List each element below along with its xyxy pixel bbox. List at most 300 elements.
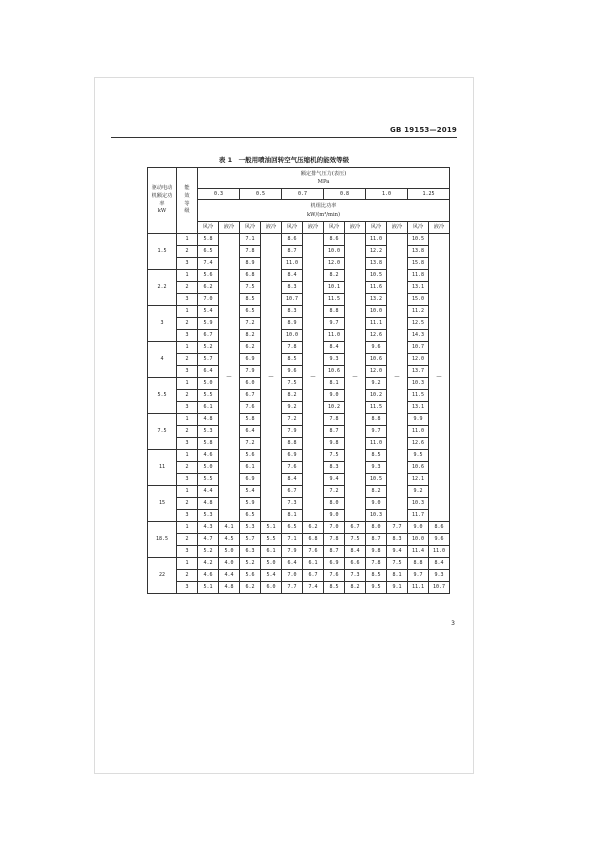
value-cell: 14.3: [408, 330, 429, 342]
value-cell: 8.1: [324, 378, 345, 390]
value-cell: 9.0: [324, 510, 345, 522]
value-cell: 7.5: [324, 450, 345, 462]
grade-cell: 1: [177, 270, 198, 282]
value-cell: 4.6: [198, 570, 219, 582]
table-row: [148, 546, 450, 558]
grade-cell: 2: [177, 426, 198, 438]
value-cell: 6.9: [324, 558, 345, 570]
value-cell: 10.6: [408, 462, 429, 474]
value-cell: 7.4: [303, 582, 324, 594]
value-cell: 10.7: [408, 342, 429, 354]
grade-cell: 3: [177, 510, 198, 522]
value-cell: 13.8: [408, 246, 429, 258]
value-cell: 8.3: [387, 534, 408, 546]
grade-cell: 1: [177, 450, 198, 462]
value-cell: 4.8: [219, 582, 240, 594]
value-cell: 12.0: [366, 366, 387, 378]
value-cell: 7.0: [282, 570, 303, 582]
value-cell: 5.8: [240, 414, 261, 426]
grade-cell: 2: [177, 354, 198, 366]
value-cell: 4.7: [198, 534, 219, 546]
grade-cell: 2: [177, 390, 198, 402]
value-cell: 5.3: [240, 522, 261, 534]
power-cell: 4: [148, 342, 177, 378]
value-cell: 9.4: [324, 474, 345, 486]
value-cell: 15.0: [408, 294, 429, 306]
value-cell: 9.5: [366, 582, 387, 594]
power-cell: 5.5: [148, 378, 177, 414]
value-cell: 8.5: [240, 294, 261, 306]
value-cell: 5.1: [198, 582, 219, 594]
value-cell: 13.1: [408, 282, 429, 294]
value-cell: 8.8: [324, 306, 345, 318]
value-cell: 10.0: [408, 534, 429, 546]
value-cell: 6.2: [240, 582, 261, 594]
value-cell: 8.9: [282, 318, 303, 330]
value-cell: 8.5: [282, 354, 303, 366]
value-cell: 7.7: [387, 522, 408, 534]
value-cell: 7.5: [387, 558, 408, 570]
pressure-value: 1.25: [408, 189, 450, 200]
grade-cell: 3: [177, 258, 198, 270]
value-cell: 9.8: [366, 546, 387, 558]
value-cell: 6.1: [198, 402, 219, 414]
value-cell: 5.8: [198, 438, 219, 450]
value-cell: 7.8: [366, 558, 387, 570]
value-cell: 7.8: [282, 342, 303, 354]
value-cell: 7.4: [198, 258, 219, 270]
power-cell: 22: [148, 558, 177, 594]
value-cell: 6.0: [261, 582, 282, 594]
pressure-unit: MPa: [317, 179, 330, 185]
value-cell: 5.0: [219, 546, 240, 558]
value-cell: 10.5: [366, 270, 387, 282]
value-cell: 8.6: [429, 522, 450, 534]
value-cell: 4.0: [219, 558, 240, 570]
value-cell: 5.6: [240, 450, 261, 462]
grade-cell: 3: [177, 402, 198, 414]
value-cell: 10.2: [366, 390, 387, 402]
value-cell: 4.2: [198, 558, 219, 570]
value-cell: 8.5: [366, 450, 387, 462]
value-cell: 9.6: [429, 534, 450, 546]
value-cell: 5.2: [240, 558, 261, 570]
value-cell: 15.8: [408, 258, 429, 270]
water-cooled-dash-cell: —: [387, 234, 408, 522]
value-cell: 9.3: [366, 462, 387, 474]
value-cell: 10.3: [366, 510, 387, 522]
power-cell: 7.5: [148, 414, 177, 450]
value-cell: 10.3: [408, 378, 429, 390]
air-cooled-header: 风冷: [240, 222, 261, 234]
value-cell: 10.6: [366, 354, 387, 366]
value-cell: 6.2: [240, 342, 261, 354]
table-row: [148, 582, 450, 594]
value-cell: 7.5: [345, 534, 366, 546]
value-cell: 5.4: [240, 486, 261, 498]
pressure-header: 额定排气压力(表压): [300, 170, 347, 177]
power-cell: 1.5: [148, 234, 177, 270]
value-cell: 9.0: [324, 390, 345, 402]
value-cell: 9.1: [387, 582, 408, 594]
value-cell: 10.5: [408, 234, 429, 246]
value-cell: 5.2: [198, 546, 219, 558]
value-cell: 9.2: [408, 486, 429, 498]
value-cell: 10.0: [366, 306, 387, 318]
value-cell: 9.0: [408, 522, 429, 534]
value-cell: 11.4: [408, 546, 429, 558]
value-cell: 7.3: [345, 570, 366, 582]
value-cell: 12.2: [366, 246, 387, 258]
value-cell: 6.7: [345, 522, 366, 534]
air-cooled-header: 风冷: [282, 222, 303, 234]
value-cell: 10.6: [324, 366, 345, 378]
power-unit: kW: [157, 208, 167, 215]
value-cell: 8.8: [282, 438, 303, 450]
air-cooled-header: 风冷: [198, 222, 219, 234]
grade-cell: 2: [177, 570, 198, 582]
value-cell: 7.2: [282, 414, 303, 426]
value-cell: 9.2: [366, 378, 387, 390]
grade-header: 能效等级: [184, 184, 190, 215]
specific-power-header: 机组比功率: [310, 203, 337, 210]
value-cell: 5.0: [198, 378, 219, 390]
value-cell: 6.6: [345, 558, 366, 570]
value-cell: 7.2: [240, 438, 261, 450]
grade-cell: 3: [177, 474, 198, 486]
value-cell: 6.2: [198, 282, 219, 294]
value-cell: 9.8: [324, 438, 345, 450]
value-cell: 6.3: [240, 546, 261, 558]
value-cell: 9.3: [324, 354, 345, 366]
grade-cell: 1: [177, 414, 198, 426]
value-cell: 8.4: [324, 342, 345, 354]
value-cell: 4.8: [198, 498, 219, 510]
value-cell: 6.0: [240, 378, 261, 390]
grade-cell: 2: [177, 318, 198, 330]
value-cell: 6.4: [198, 366, 219, 378]
value-cell: 8.4: [282, 474, 303, 486]
value-cell: 5.9: [198, 318, 219, 330]
value-cell: 8.4: [282, 270, 303, 282]
grade-cell: 1: [177, 342, 198, 354]
value-cell: 8.3: [324, 462, 345, 474]
value-cell: 13.8: [366, 258, 387, 270]
value-cell: 4.6: [198, 450, 219, 462]
value-cell: 5.4: [198, 306, 219, 318]
value-cell: 5.5: [198, 390, 219, 402]
value-cell: 7.1: [240, 234, 261, 246]
water-cooled-header: 液冷: [261, 222, 282, 234]
table-row: [148, 534, 450, 546]
value-cell: 9.7: [408, 570, 429, 582]
air-cooled-header: 风冷: [366, 222, 387, 234]
value-cell: 7.5: [240, 282, 261, 294]
header-rule: [111, 137, 457, 138]
value-cell: 5.6: [198, 270, 219, 282]
value-cell: 5.1: [261, 522, 282, 534]
value-cell: 12.6: [408, 438, 429, 450]
value-cell: 9.7: [366, 426, 387, 438]
value-cell: 8.1: [282, 510, 303, 522]
value-cell: 10.5: [366, 474, 387, 486]
value-cell: 9.3: [429, 570, 450, 582]
value-cell: 11.0: [429, 546, 450, 558]
value-cell: 4.4: [198, 486, 219, 498]
value-cell: 13.7: [408, 366, 429, 378]
water-cooled-dash-cell: —: [429, 234, 450, 522]
value-cell: 8.5: [324, 582, 345, 594]
value-cell: 10.3: [408, 498, 429, 510]
value-cell: 6.4: [240, 426, 261, 438]
value-cell: 5.5: [198, 474, 219, 486]
value-cell: 13.2: [366, 294, 387, 306]
value-cell: 5.7: [240, 534, 261, 546]
value-cell: 8.2: [324, 270, 345, 282]
value-cell: 7.6: [282, 462, 303, 474]
grade-cell: 1: [177, 306, 198, 318]
value-cell: 5.8: [198, 234, 219, 246]
value-cell: 6.8: [303, 534, 324, 546]
grade-cell: 2: [177, 498, 198, 510]
pressure-value: 1.0: [366, 189, 408, 200]
water-cooled-header: 液冷: [303, 222, 324, 234]
value-cell: 11.5: [324, 294, 345, 306]
value-cell: 10.2: [324, 402, 345, 414]
value-cell: 10.1: [324, 282, 345, 294]
specific-power-header-cell: [198, 200, 450, 222]
value-cell: 6.1: [261, 546, 282, 558]
value-cell: 11.7: [408, 510, 429, 522]
water-cooled-dash-cell: —: [219, 234, 240, 522]
value-cell: 6.5: [240, 510, 261, 522]
value-cell: 7.6: [324, 570, 345, 582]
grade-header-cell: [177, 168, 198, 234]
value-cell: 11.1: [366, 318, 387, 330]
water-cooled-dash-cell: —: [345, 234, 366, 522]
value-cell: 11.5: [366, 402, 387, 414]
value-cell: 7.3: [282, 498, 303, 510]
pressure-header-cell: [198, 168, 450, 189]
table-row: [148, 234, 450, 246]
grade-cell: 1: [177, 522, 198, 534]
value-cell: 13.1: [408, 402, 429, 414]
value-cell: 6.7: [303, 570, 324, 582]
pressure-value: 0.3: [198, 189, 240, 200]
value-cell: 8.8: [408, 558, 429, 570]
value-cell: 7.7: [282, 582, 303, 594]
water-cooled-dash-cell: —: [261, 234, 282, 522]
value-cell: 5.2: [198, 342, 219, 354]
grade-cell: 1: [177, 558, 198, 570]
value-cell: 5.3: [198, 426, 219, 438]
value-cell: 6.2: [303, 522, 324, 534]
power-cell: 18.5: [148, 522, 177, 558]
value-cell: 6.7: [240, 390, 261, 402]
value-cell: 11.5: [408, 390, 429, 402]
value-cell: 10.0: [282, 330, 303, 342]
value-cell: 7.5: [282, 378, 303, 390]
value-cell: 6.1: [240, 462, 261, 474]
grade-cell: 2: [177, 462, 198, 474]
grade-cell: 3: [177, 366, 198, 378]
value-cell: 7.6: [303, 546, 324, 558]
value-cell: 7.0: [198, 294, 219, 306]
value-cell: 8.2: [282, 390, 303, 402]
power-header-cell: [148, 168, 177, 234]
air-cooled-header: 风冷: [324, 222, 345, 234]
value-cell: 11.6: [366, 282, 387, 294]
value-cell: 12.6: [366, 330, 387, 342]
grade-cell: 3: [177, 438, 198, 450]
value-cell: 12.1: [408, 474, 429, 486]
pressure-value: 0.5: [240, 189, 282, 200]
value-cell: 6.9: [282, 450, 303, 462]
power-header: 驱动电动机额定功率: [151, 184, 173, 207]
value-cell: 10.0: [324, 246, 345, 258]
grade-cell: 1: [177, 486, 198, 498]
grade-cell: 3: [177, 330, 198, 342]
value-cell: 5.7: [198, 354, 219, 366]
water-cooled-header: 液冷: [387, 222, 408, 234]
value-cell: 8.9: [240, 258, 261, 270]
value-cell: 8.4: [429, 558, 450, 570]
value-cell: 4.3: [198, 522, 219, 534]
value-cell: 9.9: [408, 414, 429, 426]
value-cell: 11.8: [408, 270, 429, 282]
value-cell: 6.5: [282, 522, 303, 534]
value-cell: 8.2: [345, 582, 366, 594]
value-cell: 7.1: [282, 534, 303, 546]
value-cell: 7.2: [240, 318, 261, 330]
power-cell: 15: [148, 486, 177, 522]
value-cell: 4.4: [219, 570, 240, 582]
specific-power-unit: kW/(m³/min): [307, 211, 340, 218]
value-cell: 11.1: [408, 582, 429, 594]
grade-cell: 2: [177, 246, 198, 258]
value-cell: 12.5: [408, 318, 429, 330]
value-cell: 8.3: [282, 306, 303, 318]
page-number: 3: [451, 620, 455, 627]
value-cell: 6.8: [240, 270, 261, 282]
value-cell: 4.8: [198, 414, 219, 426]
value-cell: 11.0: [408, 426, 429, 438]
power-cell: 2.2: [148, 270, 177, 306]
table-caption: 表 1 一般用喷油回转空气压缩机的能效等级: [218, 156, 350, 164]
value-cell: 5.3: [198, 510, 219, 522]
value-cell: 11.0: [366, 438, 387, 450]
table-row: [148, 522, 450, 534]
efficiency-table: [147, 167, 450, 594]
value-cell: 7.9: [240, 366, 261, 378]
value-cell: 11.0: [366, 234, 387, 246]
power-cell: 11: [148, 450, 177, 486]
grade-cell: 2: [177, 282, 198, 294]
value-cell: 8.7: [324, 426, 345, 438]
value-cell: 5.6: [240, 570, 261, 582]
value-cell: 9.7: [324, 318, 345, 330]
value-cell: 8.0: [324, 498, 345, 510]
value-cell: 6.5: [240, 306, 261, 318]
value-cell: 10.7: [429, 582, 450, 594]
value-cell: 8.3: [282, 282, 303, 294]
value-cell: 8.2: [240, 330, 261, 342]
standard-code: GB 19153—2019: [390, 126, 457, 134]
value-cell: 11.0: [282, 258, 303, 270]
value-cell: 9.5: [408, 450, 429, 462]
table-row: [148, 558, 450, 570]
table-row: [148, 570, 450, 582]
value-cell: 7.8: [240, 246, 261, 258]
value-cell: 9.0: [366, 498, 387, 510]
grade-cell: 3: [177, 294, 198, 306]
value-cell: 6.7: [282, 486, 303, 498]
grade-cell: 2: [177, 534, 198, 546]
value-cell: 6.4: [282, 558, 303, 570]
grade-cell: 3: [177, 582, 198, 594]
grade-cell: 3: [177, 546, 198, 558]
pressure-value: 0.8: [324, 189, 366, 200]
value-cell: 6.1: [303, 558, 324, 570]
value-cell: 11.2: [408, 306, 429, 318]
document-page: [94, 77, 474, 774]
value-cell: 9.6: [366, 342, 387, 354]
water-cooled-header: 液冷: [429, 222, 450, 234]
value-cell: 6.9: [240, 474, 261, 486]
value-cell: 8.7: [366, 534, 387, 546]
value-cell: 6.9: [240, 354, 261, 366]
value-cell: 8.4: [345, 546, 366, 558]
power-cell: 3: [148, 306, 177, 342]
value-cell: 8.7: [324, 546, 345, 558]
value-cell: 5.4: [261, 570, 282, 582]
value-cell: 6.7: [198, 330, 219, 342]
value-cell: 9.4: [387, 546, 408, 558]
value-cell: 4.5: [219, 534, 240, 546]
value-cell: 5.0: [198, 462, 219, 474]
value-cell: 8.8: [366, 414, 387, 426]
value-cell: 7.8: [324, 534, 345, 546]
value-cell: 7.2: [324, 486, 345, 498]
value-cell: 6.5: [198, 246, 219, 258]
value-cell: 8.2: [366, 486, 387, 498]
value-cell: 5.5: [261, 534, 282, 546]
value-cell: 8.7: [282, 246, 303, 258]
grade-cell: 1: [177, 234, 198, 246]
value-cell: 10.7: [282, 294, 303, 306]
value-cell: 11.0: [324, 330, 345, 342]
value-cell: 4.1: [219, 522, 240, 534]
value-cell: 8.6: [282, 234, 303, 246]
air-cooled-header: 风冷: [408, 222, 429, 234]
value-cell: 9.6: [282, 366, 303, 378]
grade-cell: 1: [177, 378, 198, 390]
value-cell: 7.0: [324, 522, 345, 534]
value-cell: 12.0: [408, 354, 429, 366]
value-cell: 8.1: [387, 570, 408, 582]
water-cooled-header: 液冷: [219, 222, 240, 234]
water-cooled-header: 液冷: [345, 222, 366, 234]
pressure-value: 0.7: [282, 189, 324, 200]
water-cooled-dash-cell: —: [303, 234, 324, 522]
value-cell: 5.9: [240, 498, 261, 510]
value-cell: 7.8: [324, 414, 345, 426]
value-cell: 8.0: [366, 522, 387, 534]
value-cell: 7.6: [240, 402, 261, 414]
value-cell: 7.9: [282, 426, 303, 438]
value-cell: 8.6: [324, 234, 345, 246]
value-cell: 8.5: [366, 570, 387, 582]
